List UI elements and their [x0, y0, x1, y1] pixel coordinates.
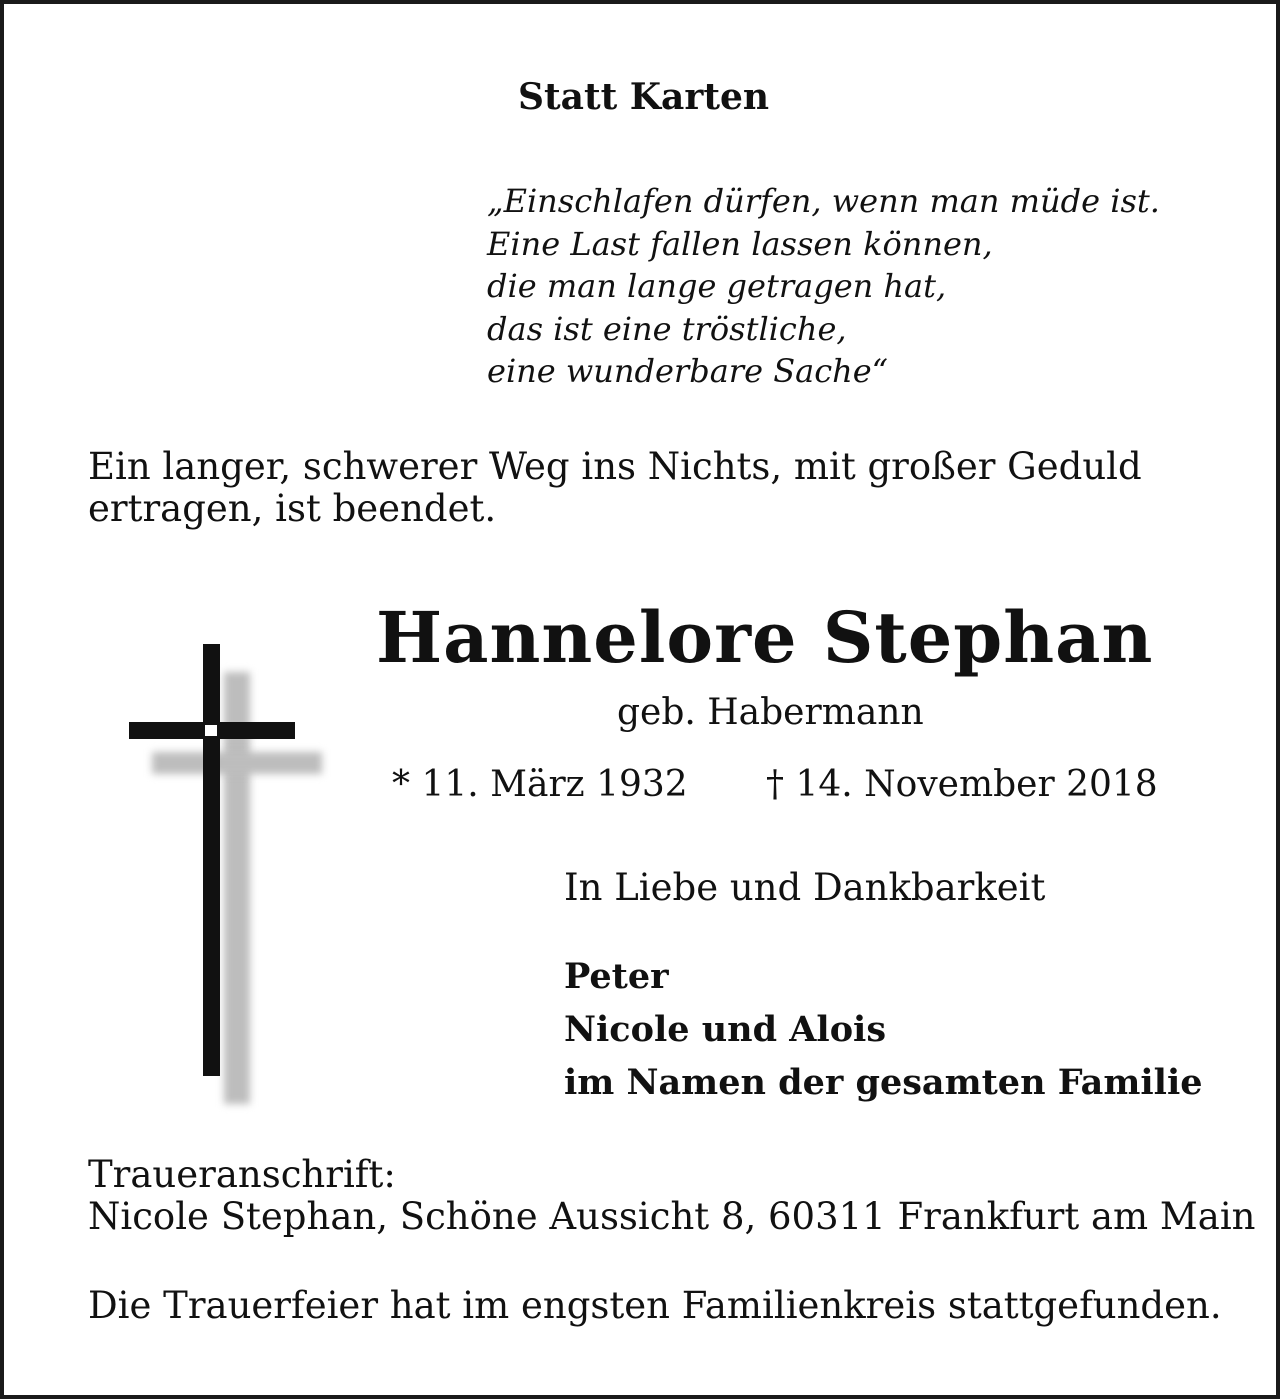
address-label: Traueranschrift:	[88, 1153, 396, 1196]
cross-icon	[124, 634, 344, 1124]
address-line: Nicole Stephan, Schöne Aussicht 8, 60311 Frankfurt am Main	[88, 1195, 1256, 1238]
signers-block	[564, 950, 1203, 1109]
intro-line: Ein langer, schwerer Weg ins Nichts, mit großer Geduld	[88, 445, 1142, 488]
cross-vertical-bar	[203, 644, 220, 1076]
signer-line: im Namen der gesamten Familie	[564, 1062, 1203, 1103]
quote-line: eine wunderbare Sache“	[487, 352, 889, 390]
quote-line: „Einschlafen dürfen, wenn man müde ist.	[487, 182, 1160, 220]
quote-line: die man lange getragen hat,	[487, 267, 947, 305]
header-statt-karten: Statt Karten	[518, 76, 770, 118]
closing-note: Die Trauerfeier hat im engsten Familienkreis stattgefunden.	[88, 1284, 1222, 1327]
intro-text	[88, 446, 1142, 530]
mourning-address	[88, 1154, 1256, 1238]
cross-shadow-horizontal	[152, 752, 322, 774]
maiden-name: geb. Habermann	[617, 692, 924, 733]
signer-line: Nicole und Alois	[564, 1009, 887, 1050]
signer-line: Peter	[564, 956, 669, 997]
death-date: † 14. November 2018	[766, 764, 1158, 805]
birth-date: * 11. März 1932	[392, 764, 688, 805]
quote-line: das ist eine tröstliche,	[487, 309, 847, 348]
quote-line: Eine Last fallen lassen können,	[487, 224, 993, 263]
deceased-name: Hannelore Stephan	[376, 596, 1154, 679]
cross-center-highlight	[205, 725, 217, 736]
quote-block	[487, 180, 1160, 393]
intro-line: ertragen, ist beendet.	[88, 487, 497, 530]
dedication: In Liebe und Dankbarkeit	[564, 866, 1046, 909]
